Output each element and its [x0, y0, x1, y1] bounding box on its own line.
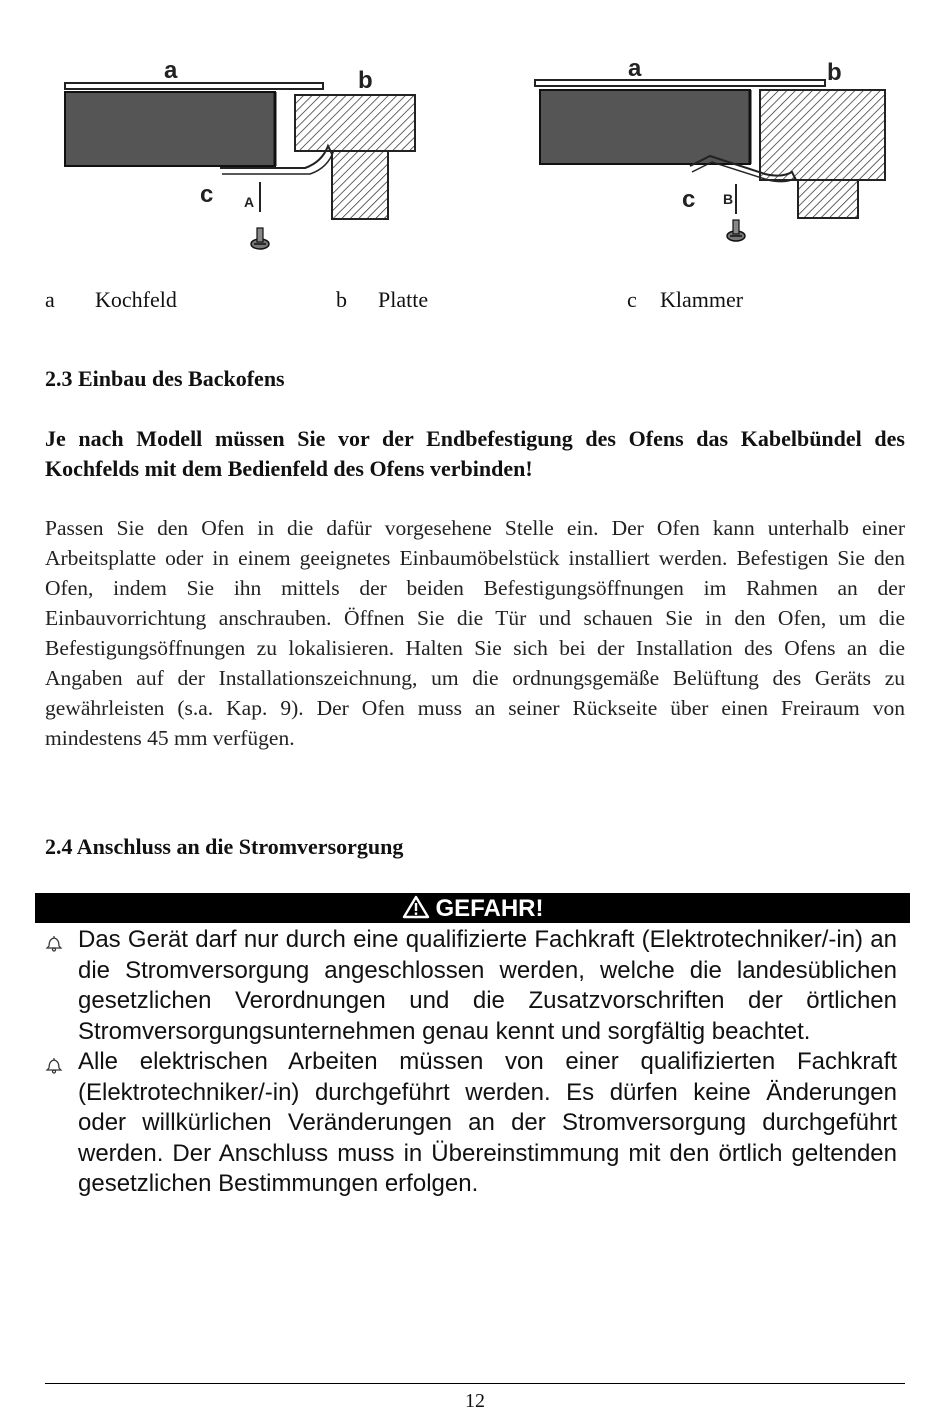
- installation-diagram-right: [530, 50, 900, 265]
- figure-label-b: b: [358, 67, 373, 94]
- figure-label-a: a: [628, 55, 642, 82]
- figure-label-b: b: [827, 59, 842, 86]
- bullet-text: Das Gerät darf nur durch eine qualifizierte Fachkraft (Elektrotechniker/-in) an die Stromversorgung angeschlossen werden, welche die landesüblichen gesetzlichen Verordnungen und die Zusatzvorschriften der örtlichen Stromversorgungsunternehmen genau kennt und sorgfältig beachtet.: [78, 926, 897, 1045]
- legend-key-c: c: [627, 287, 637, 312]
- list-item: [45, 1047, 897, 1200]
- list-item: [45, 925, 897, 1047]
- legend-text-b: Platte: [378, 287, 429, 312]
- warning-triangle-icon: [402, 895, 430, 919]
- installation-note: Je nach Modell müssen Sie vor der Endbefestigung des Ofens das Kabelbündel des Kochfelds mit dem Bedienfeld des Ofens verbinden!: [45, 426, 905, 481]
- legend-key-b: b: [336, 287, 347, 312]
- figure-label-a: a: [164, 57, 178, 84]
- figure-label-c: c: [682, 186, 696, 213]
- page-number: 12: [465, 1390, 485, 1412]
- figure-label-c: c: [200, 181, 214, 208]
- installation-paragraph: Passen Sie den Ofen in die dafür vorgesehene Stelle ein. Der Ofen kann unterhalb einer Arbeitsplatte oder in einem geeignetes Einbaumöbelstück installiert werden. Befestigen Sie den Ofen, indem Sie ihn mittels der beiden Befestigungsöffnungen im Rahmen an der Einbauvorrichtung anschrauben. Öffnen Sie die Tür und schauen Sie in den Ofen, um die Befestigungsöffnungen zu lokalisieren. Halten Sie sich bei der Installation des Ofens an die Angaben auf der Installationszeichnung, um die ordnungsgemäße Belüftung des Geräts zu gewährleisten (s.a. Kap. 9). Der Ofen muss an seiner Rückseite über einen Freiraum von mindestens 45 mm verfügen.: [45, 516, 905, 750]
- legend-text-c: Klammer: [660, 287, 744, 312]
- bell-icon: [45, 1056, 63, 1074]
- bullet-text: Alle elektrischen Arbeiten müssen von einer qualifizierten Fachkraft (Elektrotechniker/-in) durchgeführt werden. Es dürfen keine Änderungen oder willkürlichen Veränderungen an der Stromversorgung durchgeführt werden. Der Anschluss muss in Übereinstimmung mit den örtlich geltenden gesetzlichen Bestimmungen erfolgen.: [78, 1048, 897, 1197]
- installation-diagram-left: [60, 50, 430, 265]
- danger-bullet-list: [45, 925, 897, 1200]
- section-heading-2-4: 2.4 Anschluss an die Stromversorgung: [45, 834, 404, 859]
- legend-text-a: Kochfeld: [95, 287, 177, 312]
- footer-divider: [45, 1383, 905, 1384]
- section-heading-2-3: 2.3 Einbau des Backofens: [45, 366, 285, 391]
- legend-key-a: a: [45, 287, 55, 312]
- danger-banner: [35, 893, 910, 923]
- figure-label-detail: B: [723, 191, 734, 207]
- bell-icon: [45, 934, 63, 952]
- figure-label-detail: A: [244, 194, 255, 210]
- danger-label: GEFAHR!: [435, 895, 544, 922]
